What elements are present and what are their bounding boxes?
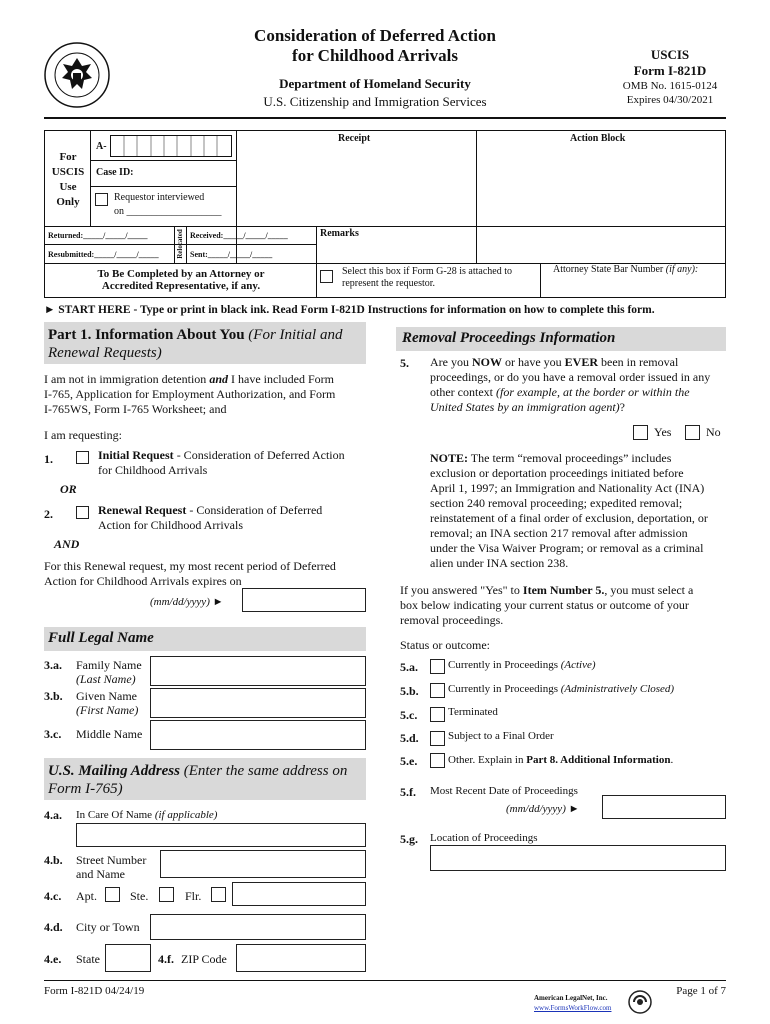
form-id-block bbox=[600, 47, 740, 107]
proceedings-location-input[interactable] bbox=[430, 845, 726, 871]
street-label: Street Number and Name bbox=[76, 853, 147, 881]
family-name-input[interactable] bbox=[150, 656, 366, 686]
status-active-label: Currently in Proceedings (Active) bbox=[448, 659, 596, 671]
city-label: City or Town bbox=[76, 920, 140, 934]
status-terminated-label: Terminated bbox=[448, 706, 498, 718]
status-final-order-checkbox[interactable] bbox=[430, 731, 445, 746]
flr-checkbox[interactable] bbox=[211, 887, 226, 902]
renewal-request-checkbox[interactable] bbox=[76, 506, 89, 519]
g28-label: Select this box if Form G-28 is attached to represent the requestor. bbox=[342, 266, 512, 289]
status-closed-label: Currently in Proceedings (Administratively Closed) bbox=[448, 683, 675, 695]
state-label: State bbox=[76, 952, 100, 966]
apt-label: Apt. bbox=[76, 889, 97, 903]
item1-number: 1. bbox=[44, 452, 53, 466]
uscis-for-label: For USCIS Use Only bbox=[51, 151, 85, 208]
requestor-interviewed-label: Requestor interviewed bbox=[114, 192, 205, 203]
if-yes-instruction: If you answered "Yes" to Item Number 5., you must select a box below indicating your current status or outcome of your removal proceedings. bbox=[400, 583, 694, 627]
legalnet-url[interactable]: www.FormsWorkFlow.com bbox=[534, 1004, 612, 1012]
form-title-line1: Consideration of Deferred Action bbox=[254, 26, 496, 45]
given-name-number: 3.b. bbox=[44, 689, 63, 703]
care-of-number: 4.a. bbox=[44, 808, 62, 822]
middle-name-number: 3.c. bbox=[44, 727, 62, 741]
status-other-checkbox[interactable] bbox=[430, 753, 445, 768]
a-number-prefix: A- bbox=[96, 141, 107, 152]
sent-field: Sent:_____/_____/_____ bbox=[190, 250, 273, 259]
street-input[interactable] bbox=[160, 850, 366, 878]
given-name-input[interactable] bbox=[150, 688, 366, 718]
street-number: 4.b. bbox=[44, 853, 63, 867]
removal-title: Removal Proceedings Information bbox=[402, 330, 616, 346]
zip-number: 4.f. bbox=[158, 952, 174, 966]
proceedings-location-number: 5.g. bbox=[400, 832, 418, 846]
status-closed-checkbox[interactable] bbox=[430, 683, 445, 698]
dhs-seal bbox=[44, 42, 110, 108]
legal-name-title: Full Legal Name bbox=[48, 630, 154, 646]
proceedings-date-label: Most Recent Date of Proceedings bbox=[430, 785, 578, 797]
part1-title: Part 1. Information About You (For Initial and Renewal Requests) bbox=[48, 327, 343, 361]
renewal-expiration-text: For this Renewal request, my most recent period of Deferred Action for Childhood Arrivals expires on bbox=[44, 559, 336, 588]
zip-label: ZIP Code bbox=[181, 952, 227, 966]
q5-no-checkbox[interactable] bbox=[685, 425, 700, 440]
city-input[interactable] bbox=[150, 914, 366, 940]
footer-rule bbox=[44, 980, 726, 981]
a-number-field[interactable] bbox=[110, 135, 232, 157]
legalnet-name: American LegalNet, Inc. bbox=[534, 994, 608, 1002]
returned-field: Returned:_____/_____/_____ bbox=[48, 231, 148, 240]
family-name-label: Family Name (Last Name) bbox=[76, 658, 142, 686]
omb-number: OMB No. 1615-0124 bbox=[622, 80, 718, 92]
attorney-label: To Be Completed by an Attorney or Accredited Representative, if any. bbox=[97, 268, 265, 292]
care-of-label: In Care Of Name (if applicable) bbox=[76, 809, 218, 821]
bar-number-field[interactable] bbox=[544, 278, 722, 294]
header-rule bbox=[44, 117, 726, 119]
action-block-label: Action Block bbox=[570, 133, 626, 144]
start-here-instruction: ► START HERE - Type or print in black ink. Read Form I-821D Instructions for information on how to complete this form. bbox=[44, 304, 655, 316]
received-field: Received:_____/_____/_____ bbox=[190, 231, 288, 240]
expiration-date: Expires 04/30/2021 bbox=[626, 94, 714, 106]
initial-request-checkbox[interactable] bbox=[76, 451, 89, 464]
ste-label: Ste. bbox=[130, 889, 149, 903]
g28-attached-checkbox[interactable] bbox=[320, 270, 333, 283]
case-id-label: Case ID: bbox=[96, 167, 134, 178]
removal-note: NOTE: The term “removal proceedings” includes exclusion or deportation proceedings initiated before April 1, 1997; an Immigration and Nationality Act (INA) section 240 removal proceeding; expedited removal; reinstatement of a final order of exclusion, deportation, or removal; an INA section 217 removal after admission under the Visa Waiver Program; or removal as a criminal alien under INA section 238. bbox=[430, 451, 708, 570]
remarks-label: Remarks bbox=[320, 228, 359, 239]
uscis-label: USCIS bbox=[650, 47, 690, 62]
zip-input[interactable] bbox=[236, 944, 366, 972]
proceedings-date-format: (mm/dd/yyyy) ► bbox=[506, 803, 580, 815]
q5-text: Are you NOW or have you EVER been in removal proceedings, or do you have a removal order issued in any other context (for example, at the border or within the United States by an immigration agent)? bbox=[430, 355, 711, 414]
state-number: 4.e. bbox=[44, 952, 62, 966]
state-select[interactable] bbox=[105, 944, 151, 972]
middle-name-input[interactable] bbox=[150, 720, 366, 750]
footer-form-date: Form I-821D 04/24/19 bbox=[44, 985, 145, 997]
ste-checkbox[interactable] bbox=[159, 887, 174, 902]
status-other-label: Other. Explain in Part 8. Additional Information. bbox=[448, 754, 674, 766]
form-id: Form I-821D bbox=[633, 63, 707, 78]
status-active-checkbox[interactable] bbox=[430, 659, 445, 674]
renewal-request-label: Renewal Request - Consideration of Deferred Action for Childhood Arrivals bbox=[98, 503, 323, 532]
legalnet-logo-icon bbox=[628, 990, 652, 1014]
apt-checkbox[interactable] bbox=[105, 887, 120, 902]
renewal-date-format: (mm/dd/yyyy) ► bbox=[150, 596, 224, 608]
q5-number: 5. bbox=[400, 356, 409, 370]
receipt-label: Receipt bbox=[338, 133, 371, 144]
proceedings-date-number: 5.f. bbox=[400, 785, 416, 799]
status-final-order-label: Subject to a Final Order bbox=[448, 730, 554, 742]
status-label: Status or outcome: bbox=[400, 638, 490, 652]
item2-number: 2. bbox=[44, 507, 53, 521]
renewal-expiration-date-input[interactable] bbox=[242, 588, 366, 612]
bar-number-label: Attorney State Bar Number (if any): bbox=[553, 264, 699, 275]
status-final-order-number: 5.d. bbox=[400, 731, 419, 745]
status-closed-number: 5.b. bbox=[400, 684, 419, 698]
proceedings-date-input[interactable] bbox=[602, 795, 726, 819]
department-name: Department of Homeland Security bbox=[279, 76, 471, 91]
given-name-label: Given Name (First Name) bbox=[76, 689, 139, 717]
initial-request-label: Initial Request - Consideration of Deferred Action for Childhood Arrivals bbox=[98, 448, 345, 477]
or-label: OR bbox=[60, 482, 77, 496]
q5-yes-checkbox[interactable] bbox=[633, 425, 648, 440]
q5-no-label: No bbox=[706, 425, 721, 439]
resubmitted-field: Resubmitted:_____/_____/_____ bbox=[48, 250, 159, 259]
form-title-line2: for Childhood Arrivals bbox=[292, 46, 458, 65]
unit-number: 4.c. bbox=[44, 889, 62, 903]
agency-name: U.S. Citizenship and Immigration Services bbox=[263, 94, 487, 109]
requesting-label: I am requesting: bbox=[44, 428, 122, 442]
flr-label: Flr. bbox=[185, 889, 202, 903]
care-of-input[interactable] bbox=[76, 823, 366, 847]
city-number: 4.d. bbox=[44, 920, 63, 934]
proceedings-location-label: Location of Proceedings bbox=[430, 832, 538, 844]
middle-name-label: Middle Name bbox=[76, 727, 143, 741]
part1-intro: I am not in immigration detention and I have included Form I-765, Application for Employment Authorization, and Form I-765WS, Form I-765 Worksheet; and bbox=[44, 372, 336, 416]
status-terminated-checkbox[interactable] bbox=[430, 707, 445, 722]
relocated-label: Relocated bbox=[176, 229, 184, 259]
and-label: AND bbox=[54, 537, 80, 551]
form-title bbox=[230, 26, 520, 66]
mailing-address-title: U.S. Mailing Address (Enter the same address on Form I-765) bbox=[48, 763, 348, 797]
status-other-number: 5.e. bbox=[400, 754, 418, 768]
status-terminated-number: 5.c. bbox=[400, 708, 418, 722]
page-number: Page 1 of 7 bbox=[676, 985, 726, 997]
q5-yes-label: Yes bbox=[654, 425, 672, 439]
status-active-number: 5.a. bbox=[400, 660, 418, 674]
family-name-number: 3.a. bbox=[44, 658, 62, 672]
unit-number-input[interactable] bbox=[232, 882, 366, 906]
legalnet-badge bbox=[530, 988, 652, 1016]
interviewed-on-line: on ___________________ bbox=[114, 206, 222, 217]
requestor-interviewed-checkbox[interactable] bbox=[95, 193, 108, 206]
